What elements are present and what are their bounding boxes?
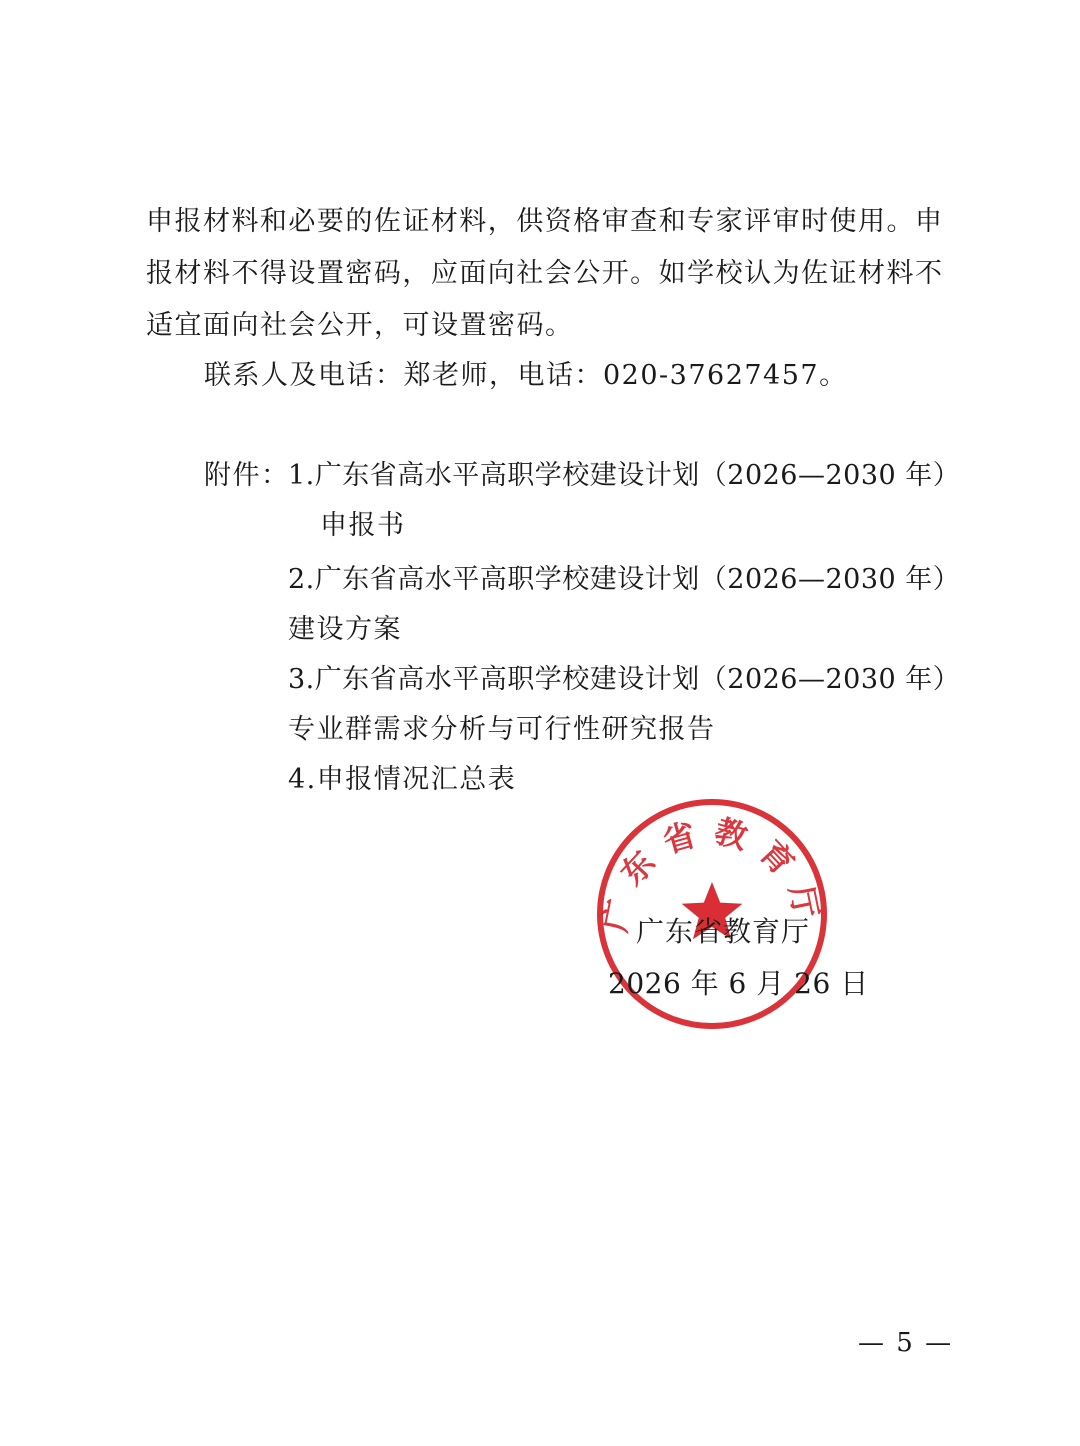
attachment-3-line-2: 专业群需求分析与可行性研究报告 (288, 714, 716, 745)
attachment-4-line-1: 4.申报情况汇总表 (288, 764, 517, 795)
attachment-2-line-2: 建设方案 (288, 614, 402, 645)
body-line-3: 适宜面向社会公开，可设置密码。 (146, 310, 574, 341)
attachment-2-line-1: 2.广东省高水平高职学校建设计划（2026—2030 年） (288, 564, 961, 595)
signature-org: 广东省教育厅 (636, 915, 811, 948)
body-line-2: 报材料不得设置密码，应面向社会公开。如学校认为佐证材料不 (146, 258, 942, 289)
signature-date: 2026 年 6 月 26 日 (608, 967, 869, 1000)
page-number: — 5 — (858, 1328, 954, 1358)
attachment-1-line-2: 申报书 (320, 510, 406, 541)
attachment-3-line-1: 3.广东省高水平高职学校建设计划（2026—2030 年） (288, 664, 961, 695)
body-line-1: 申报材料和必要的佐证材料，供资格审查和专家评审时使用。申 (146, 206, 942, 237)
svg-text:广东省教育厅: 广东省教育厅 (595, 811, 829, 936)
attachment-1-line-1: 1.广东省高水平高职学校建设计划（2026—2030 年） (288, 460, 961, 491)
contact-line: 联系人及电话：郑老师，电话：020-37627457。 (204, 360, 848, 391)
attachments-label: 附件： (204, 460, 290, 491)
